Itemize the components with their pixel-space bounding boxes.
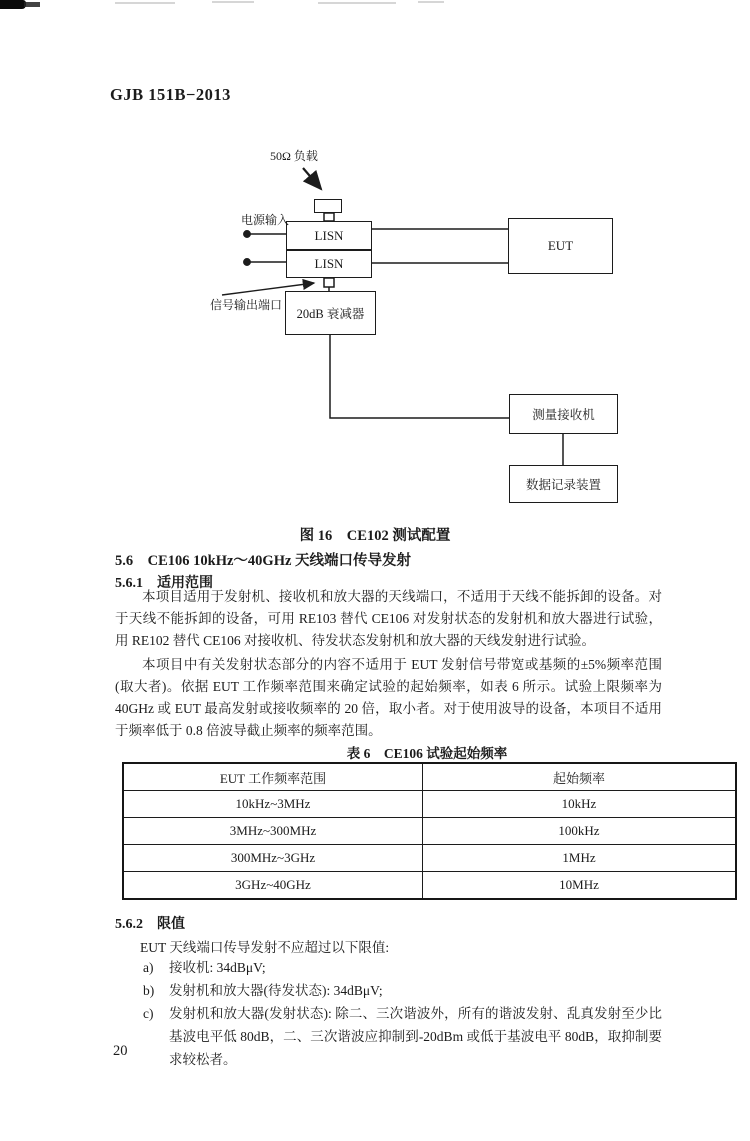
table-cell: 10MHz (423, 872, 737, 900)
table-cell: 10kHz (423, 791, 737, 818)
list-item-text: 发射机和放大器(待发状态): 34dBμV; (169, 983, 383, 998)
list-item-label: c) (143, 1006, 154, 1021)
list-item-label: b) (143, 983, 155, 998)
eut-label: EUT (547, 238, 574, 253)
list-item-label: a) (143, 960, 154, 975)
para-applicability-1: 本项目适用于发射机、接收机和放大器的天线端口，不适用于天线不能拆卸的设备。对于天线不能拆卸的设备，可用 RE103 替代 CE106 对发射状态的发射机和放大器进行试验，用 RE102 替代 CE106 对接收机、待发状态发射机和放大器的天线发射进行试验。 (115, 589, 662, 648)
list-item-a (143, 956, 662, 979)
limits-intro: EUT 天线端口传导发射不应超过以下限值: (140, 940, 390, 955)
heading-5-6: 5.6 CE106 10kHz～40GHz 天线端口传导发射 (115, 553, 412, 569)
figure-16-caption: 图 16 CE102 测试配置 (299, 528, 451, 544)
lisn-box-2 (286, 250, 372, 278)
list-item-c (143, 1002, 662, 1071)
standard-number-header: GJB 151B−2013 (110, 85, 231, 104)
load-annotation: 50Ω 负载 (270, 149, 318, 163)
power-input-annotation: 电源输入 (241, 213, 290, 227)
load-box (314, 199, 342, 213)
table-cell: 3MHz~300MHz (123, 818, 423, 845)
lisn-box-1 (286, 221, 372, 250)
power-terminal-icon (244, 259, 250, 265)
receiver-label: 测量接收机 (532, 408, 595, 422)
table-cell: 10kHz~3MHz (123, 791, 423, 818)
attenuator-label: 20dB 衰减器 (296, 307, 365, 321)
power-terminal-icon (244, 231, 250, 237)
list-item-text: 发射机和放大器(发射状态): 除二、三次谐波外，所有的谐波发射、乱真发射至少比基波电平低 80dB，二、三次谐波应抑制到-20dBm 或低于基波电平 80dB，取抑制要求较松者。 (169, 1006, 662, 1067)
table-header-cell: EUT 工作频率范围 (123, 763, 423, 791)
table-row (123, 845, 736, 872)
table-cell: 1MHz (423, 845, 737, 872)
arrow-to-load-icon (303, 168, 321, 189)
data-recorder-box (509, 465, 618, 503)
signal-output-annotation: 信号输出端口 (210, 298, 283, 312)
recorder-label: 数据记录装置 (525, 478, 601, 492)
table-row (123, 872, 736, 900)
table-row (123, 818, 736, 845)
table-cell: 100kHz (423, 818, 737, 845)
table-header-row (123, 763, 736, 791)
measuring-receiver-box (509, 394, 618, 434)
table-6 (122, 762, 737, 900)
lisn-label: LISN (314, 227, 344, 243)
table-header-cell: 起始频率 (423, 763, 737, 791)
table-6-caption: 表 6 CE106 试验起始频率 (346, 746, 508, 761)
lisn-label: LISN (314, 256, 344, 271)
eut-box (508, 218, 613, 274)
diagram-connector-lines (0, 0, 750, 520)
attenuator-box (285, 291, 376, 335)
heading-5-6-1: 5.6.1 适用范围 (115, 576, 213, 591)
table-cell: 3GHz~40GHz (123, 872, 423, 900)
page-number: 20 (113, 1043, 128, 1059)
list-item-text: 接收机: 34dBμV; (169, 960, 266, 975)
heading-5-6-2: 5.6.2 限值 (115, 917, 185, 932)
table-row (123, 791, 736, 818)
table-cell: 300MHz~3GHz (123, 845, 423, 872)
limits-list (143, 956, 662, 1071)
list-item-b (143, 979, 662, 1002)
para-applicability-2: 本项目中有关发射状态部分的内容不适用于 EUT 发射信号带宽或基频的±5%频率范围(取大者)。依据 EUT 工作频率范围来确定试验的起始频率，如表 6 所示。试验上限频率为 40GHz 或 EUT 最高发射或接收频率的 20 倍，取小者。对于使用波导的设备，本项目不适用于频率低于 0.8 倍波导截止频率的频率范围。 (115, 657, 662, 738)
